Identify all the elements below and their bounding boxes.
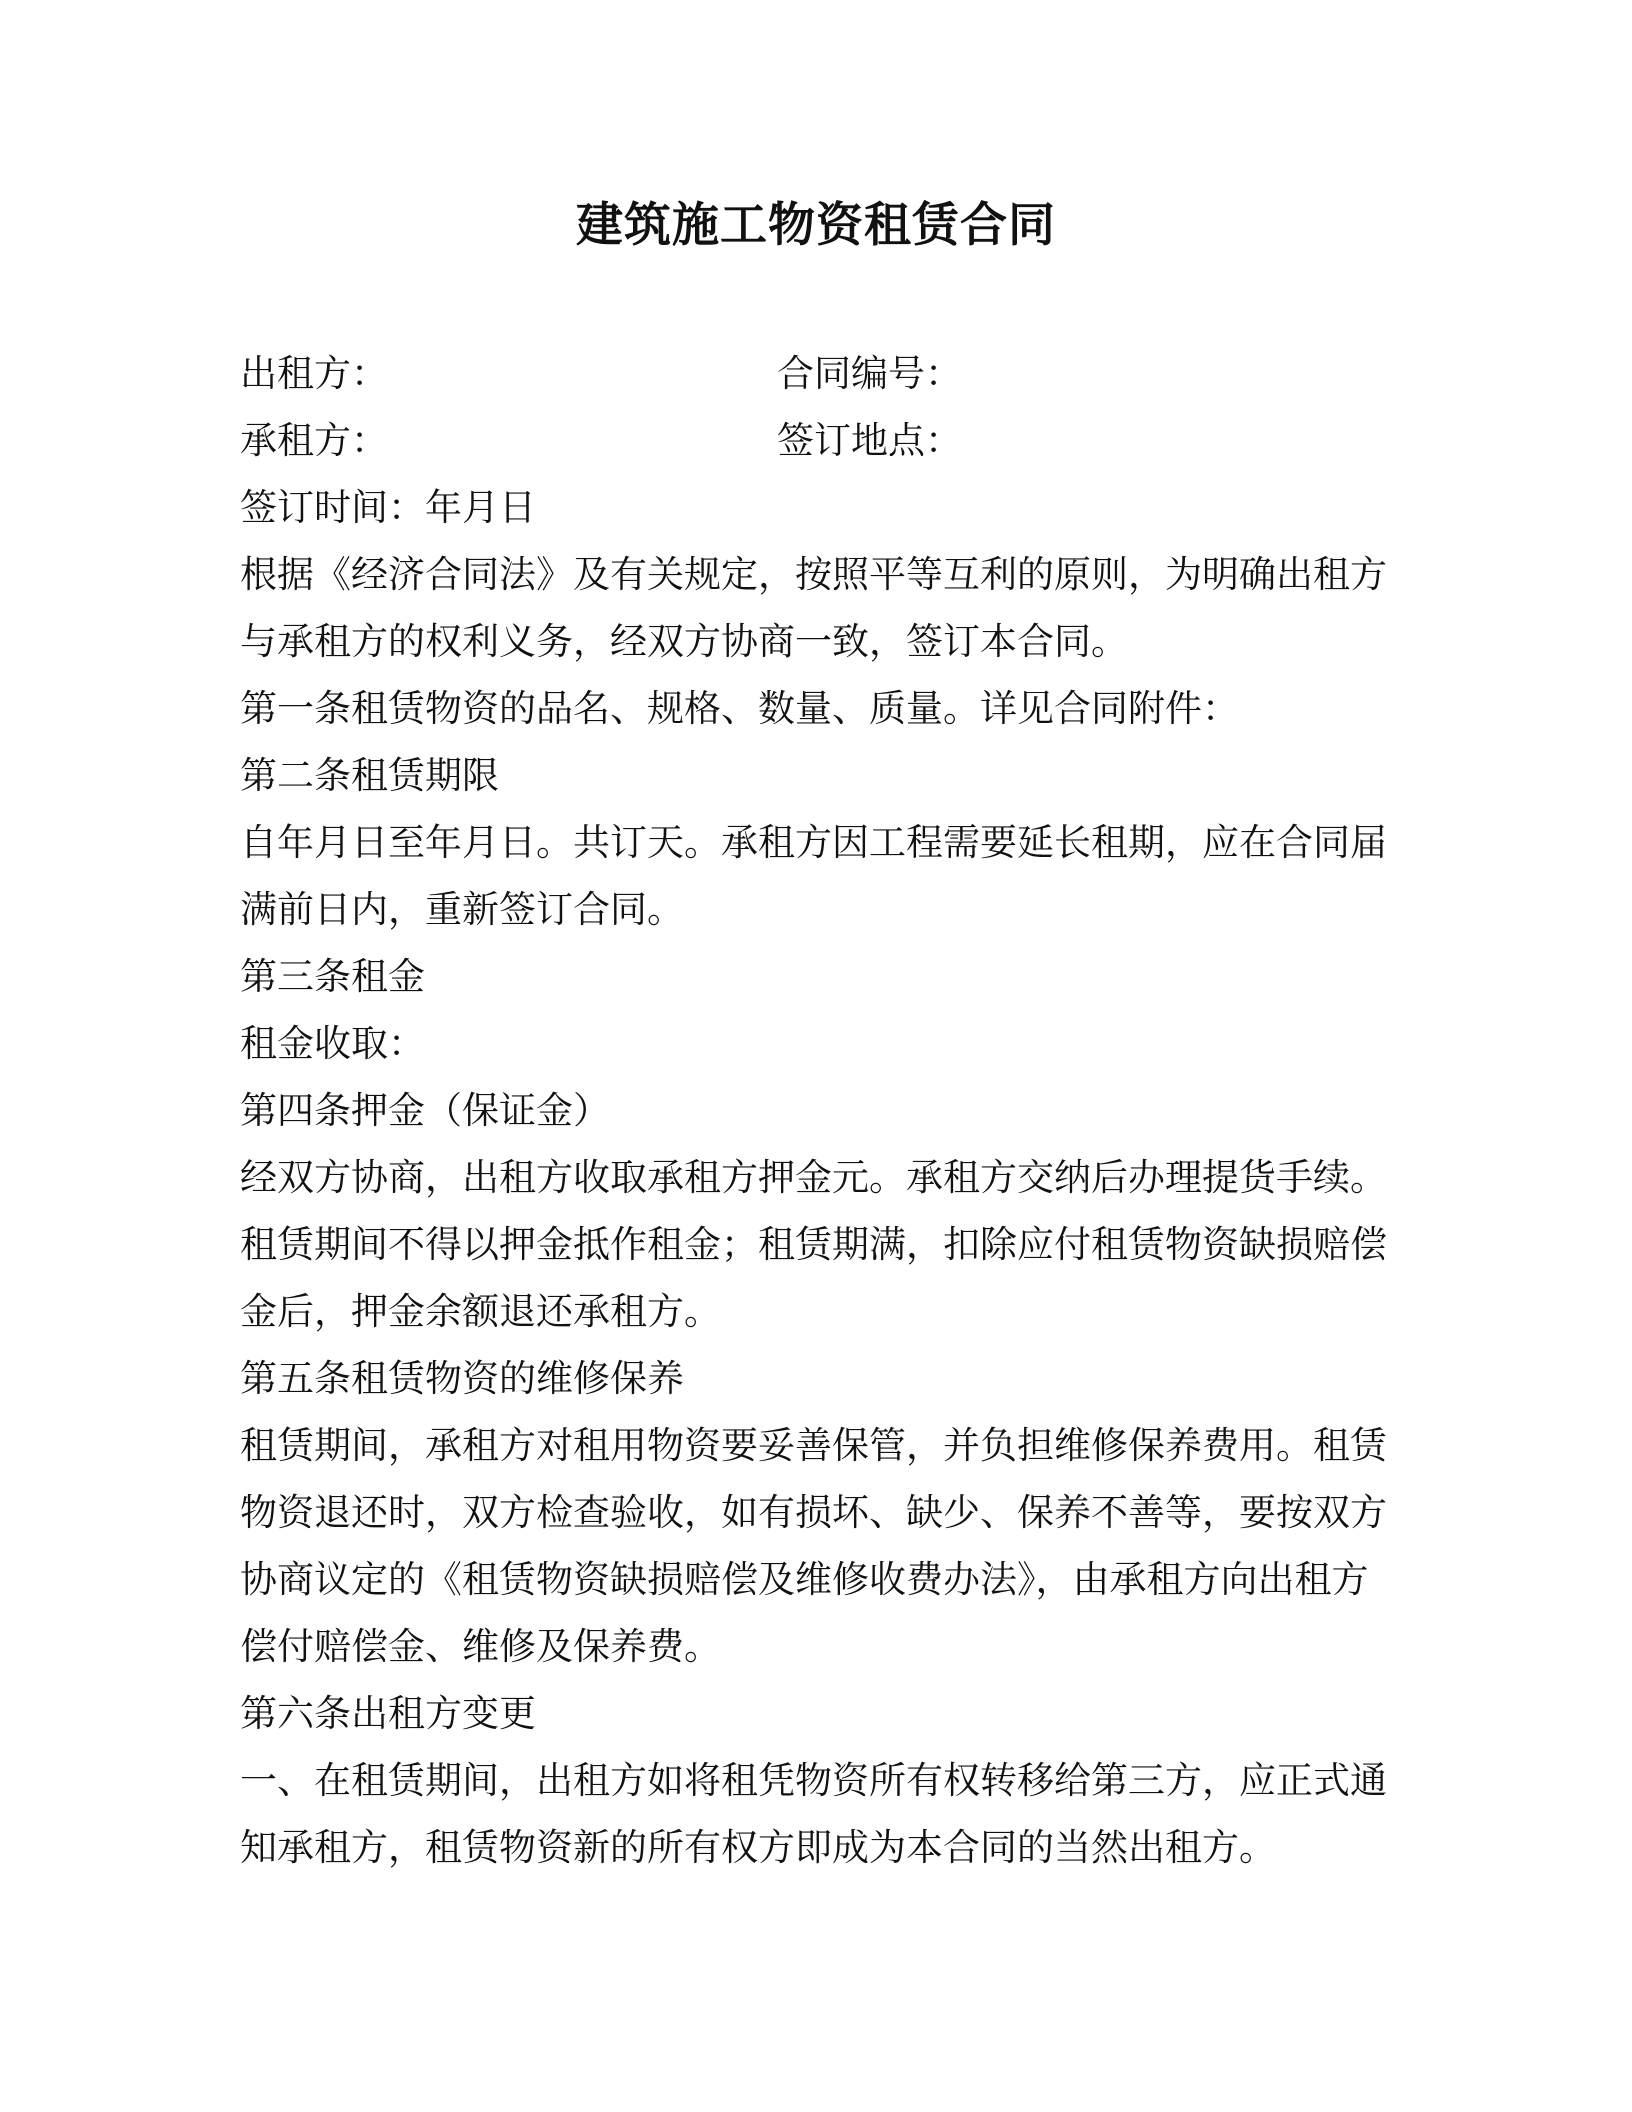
header-row-lessor: [240, 340, 1400, 407]
article-5-text: 租赁期间，承租方对租用物资要妥善保管，并负担维修保养费用。租赁: [240, 1424, 1387, 1467]
article-3-heading: 第三条租金: [240, 955, 425, 998]
signing-date-line: 签订时间：年月日: [240, 486, 536, 529]
article-6-text: 知承租方，租赁物资新的所有权方即成为本合同的当然出租方。: [240, 1826, 1276, 1869]
preamble-line: 与承租方的权利义务，经双方协商一致，签订本合同。: [240, 620, 1128, 663]
lessee-label: 承租方：: [240, 419, 388, 462]
article-4-heading: 第四条押金（保证金）: [240, 1089, 610, 1132]
article-5-text: 协商议定的《租赁物资缺损赔偿及维修收费办法》，由承租方向出租方: [240, 1558, 1369, 1601]
article-5-text: 偿付赔偿金、维修及保养费。: [240, 1625, 721, 1668]
contract-body: [240, 340, 1400, 1881]
article-5-heading: 第五条租赁物资的维修保养: [240, 1357, 684, 1400]
article-6-heading: 第六条出租方变更: [240, 1692, 536, 1735]
article-4-text: 租赁期间不得以押金抵作租金；租赁期满，扣除应付租赁物资缺损赔偿: [240, 1223, 1387, 1266]
article-6-text: 一、在租赁期间，出租方如将租凭物资所有权转移给第三方，应正式通: [240, 1759, 1387, 1802]
article-2-heading: 第二条租赁期限: [240, 754, 499, 797]
article-4-text: 金后，押金余额退还承租方。: [240, 1290, 721, 1333]
header-row-lessee: [240, 407, 1400, 474]
article-2-text: 满前日内，重新签订合同。: [240, 888, 684, 931]
article-5-text: 物资退还时，双方检查验收，如有损坏、缺少、保养不善等，要按双方: [240, 1491, 1387, 1534]
article-4-text: 经双方协商，出租方收取承租方押金元。承租方交纳后办理提货手续。: [240, 1156, 1387, 1199]
article-2-text: 自年月日至年月日。共订天。承租方因工程需要延长租期，应在合同届: [240, 821, 1387, 864]
article-1-heading: 第一条租赁物资的品名、规格、数量、质量。详见合同附件：: [240, 687, 1239, 730]
contract-title: 建筑施工物资租赁合同: [576, 198, 1056, 253]
lessor-label: 出租方：: [240, 352, 388, 395]
article-3-text: 租金收取：: [240, 1022, 425, 1065]
contract-no-label: 合同编号：: [777, 352, 962, 395]
signing-place-label: 签订地点：: [777, 419, 962, 462]
preamble-line: 根据《经济合同法》及有关规定，按照平等互利的原则，为明确出租方: [240, 553, 1387, 596]
